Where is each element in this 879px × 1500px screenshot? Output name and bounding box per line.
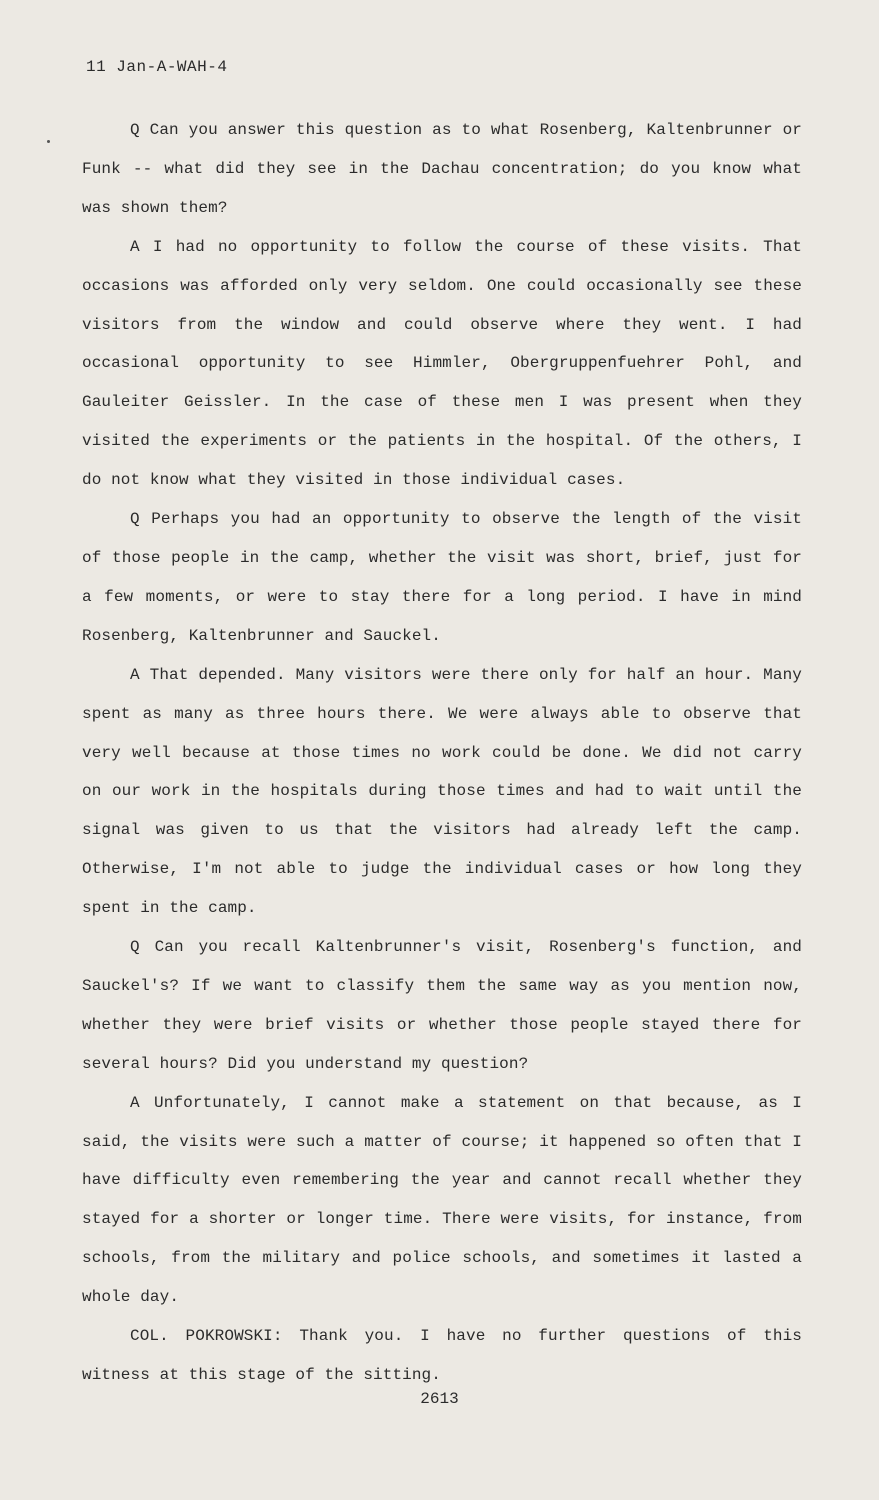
closing-statement: COL. POKROWSKI: Thank you. I have no further questions of this witness at this stage of the sitting. [82,1327,802,1384]
question-paragraph: Q Can you answer this question as to what Rosenberg, Kaltenbrunner or Funk -- what did they see in the Dachau concentration; do you know what was shown them? [82,121,802,217]
question-paragraph: Q Perhaps you had an opportunity to observe the length of the visit of those people in the camp, whether the visit was short, brief, just for a few moments, or were to stay there for a long period. I have in mind Rosenberg, Kaltenbrunner and Sauckel. [82,510,802,645]
question-paragraph: Q Can you recall Kaltenbrunner's visit, Rosenberg's function, and Sauckel's? If we want to classify them the same way as you mention now, whether they were brief visits or whether those people stayed there for several hours? Did you understand my question? [82,938,802,1073]
transcript-body [82,111,802,1395]
answer-paragraph: A That depended. Many visitors were there only for half an hour. Many spent as many as three hours there. We were always able to observe that very well because at those times no work could be done. We did not carry on our work in the hospitals during those times and had to wait until the signal was given to us that the visitors had already left the camp. Otherwise, I'm not able to judge the individual cases or how long they spent in the camp. [82,665,802,918]
answer-paragraph: A Unfortunately, I cannot make a statement on that because, as I said, the visits were such a matter of course; it happened so often that I have difficulty even remembering the year and cannot recall whether they stayed for a shorter or longer time. There were visits, for instance, from schools, from the military and police schools, and sometimes it lasted a whole day. [82,1093,802,1307]
margin-speck [47,140,50,143]
document-reference: 11 Jan-A-WAH-4 [86,58,228,76]
answer-paragraph: A I had no opportunity to follow the course of these visits. That occasions was afforded only very seldom. One could occasionally see these visitors from the window and could observe where they went. I had occasional opportunity to see Himmler, Obergruppenfuehrer Pohl, and Gauleiter Geissler. In the case of these men I was present when they visited the experiments or the patients in the hospital. Of the others, I do not know what they visited in those individual cases. [82,237,802,490]
page-number: 2613 [420,1390,459,1408]
